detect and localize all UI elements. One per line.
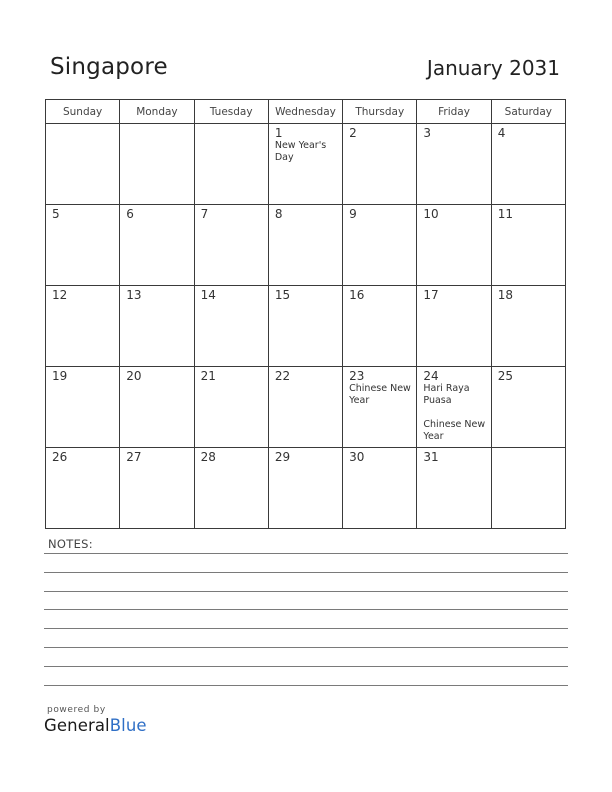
holiday-label: Chinese New Year <box>423 419 486 442</box>
week-row <box>46 367 566 448</box>
day-number: 31 <box>423 450 439 464</box>
day-number: 27 <box>126 450 142 464</box>
day-number: 6 <box>126 207 134 221</box>
day-cell <box>268 448 342 529</box>
day-number: 7 <box>200 207 209 221</box>
day-number: 22 <box>274 369 291 383</box>
day-cell <box>417 367 491 448</box>
day-cell <box>417 124 491 205</box>
day-cell <box>194 448 268 529</box>
weekday-header-saturday: Saturday <box>491 100 565 124</box>
day-number: 26 <box>52 450 68 464</box>
weekday-header-row <box>46 100 566 124</box>
day-number: 23 <box>349 369 365 383</box>
day-cell <box>46 286 120 367</box>
day-cell <box>46 205 120 286</box>
weekday-header-tuesday: Tuesday <box>194 100 268 124</box>
day-number: 24 <box>423 369 439 383</box>
day-cell <box>268 124 342 205</box>
generalblue-logo <box>44 716 147 735</box>
calendar-grid <box>45 99 566 529</box>
day-cell <box>343 124 417 205</box>
day-cell <box>46 367 120 448</box>
notes-line <box>44 647 568 648</box>
day-cell <box>120 124 194 205</box>
day-cell <box>343 205 417 286</box>
day-number: 17 <box>423 288 439 302</box>
day-cell <box>120 286 194 367</box>
day-number: 30 <box>349 450 365 464</box>
day-number: 10 <box>423 207 439 221</box>
day-number: 9 <box>349 207 357 221</box>
day-number: 2 <box>349 126 357 140</box>
week-row <box>46 448 566 529</box>
day-number: 21 <box>200 369 216 383</box>
day-cell <box>194 367 268 448</box>
day-number: 29 <box>274 450 291 464</box>
month-year-label: January 2031 <box>426 56 560 80</box>
day-cell <box>491 286 565 367</box>
day-number: 18 <box>497 288 513 302</box>
day-cell <box>46 124 120 205</box>
week-row <box>46 286 566 367</box>
notes-line <box>44 609 568 610</box>
day-cell <box>417 286 491 367</box>
day-number: 15 <box>274 288 291 302</box>
day-cell <box>120 367 194 448</box>
notes-line <box>44 685 568 686</box>
day-cell <box>491 124 565 205</box>
day-number: 13 <box>126 288 142 302</box>
day-number: 16 <box>349 288 365 302</box>
weekday-header-monday: Monday <box>120 100 194 124</box>
notes-line <box>44 666 568 667</box>
day-cell <box>491 205 565 286</box>
day-cell <box>343 448 417 529</box>
day-cell <box>268 205 342 286</box>
powered-by-label: powered by <box>47 705 106 715</box>
holiday-label: New Year's Day <box>274 140 327 163</box>
day-number: 11 <box>497 207 513 221</box>
day-cell <box>343 286 417 367</box>
weekday-header-thursday: Thursday <box>343 100 417 124</box>
day-number: 28 <box>200 450 216 464</box>
day-number: 14 <box>200 288 216 302</box>
weekday-header-friday: Friday <box>417 100 491 124</box>
holiday-label: Chinese New Year <box>349 383 411 406</box>
notes-line <box>44 628 568 629</box>
weekday-header-sunday: Sunday <box>46 100 120 124</box>
notes-line <box>44 572 568 573</box>
day-cell <box>194 286 268 367</box>
day-cell <box>120 448 194 529</box>
day-cell <box>120 205 194 286</box>
day-number: 3 <box>423 126 432 140</box>
week-row <box>46 124 566 205</box>
day-number: 19 <box>52 369 68 383</box>
day-cell <box>194 205 268 286</box>
weekday-header-wednesday: Wednesday <box>268 100 342 124</box>
day-cell <box>491 367 565 448</box>
day-number: 25 <box>497 369 513 383</box>
day-cell <box>417 448 491 529</box>
notes-label: NOTES: <box>48 537 93 551</box>
day-number: 20 <box>126 369 142 383</box>
day-cell <box>343 367 417 448</box>
day-cell <box>491 448 565 529</box>
day-cell <box>417 205 491 286</box>
day-cell <box>268 286 342 367</box>
page-title: Singapore <box>50 54 168 80</box>
brand-general-text: General <box>44 716 110 735</box>
day-number: 12 <box>52 288 68 302</box>
week-row <box>46 205 566 286</box>
brand-blue-text: Blue <box>109 716 147 735</box>
holiday-label: Hari Raya Puasa <box>423 383 470 406</box>
day-cell <box>46 448 120 529</box>
day-number: 1 <box>274 126 283 140</box>
notes-line <box>44 591 568 592</box>
day-number: 4 <box>497 126 506 140</box>
day-cell <box>268 367 342 448</box>
day-cell <box>194 124 268 205</box>
day-number: 8 <box>274 207 283 221</box>
day-number: 5 <box>52 207 60 221</box>
notes-line <box>44 553 568 554</box>
